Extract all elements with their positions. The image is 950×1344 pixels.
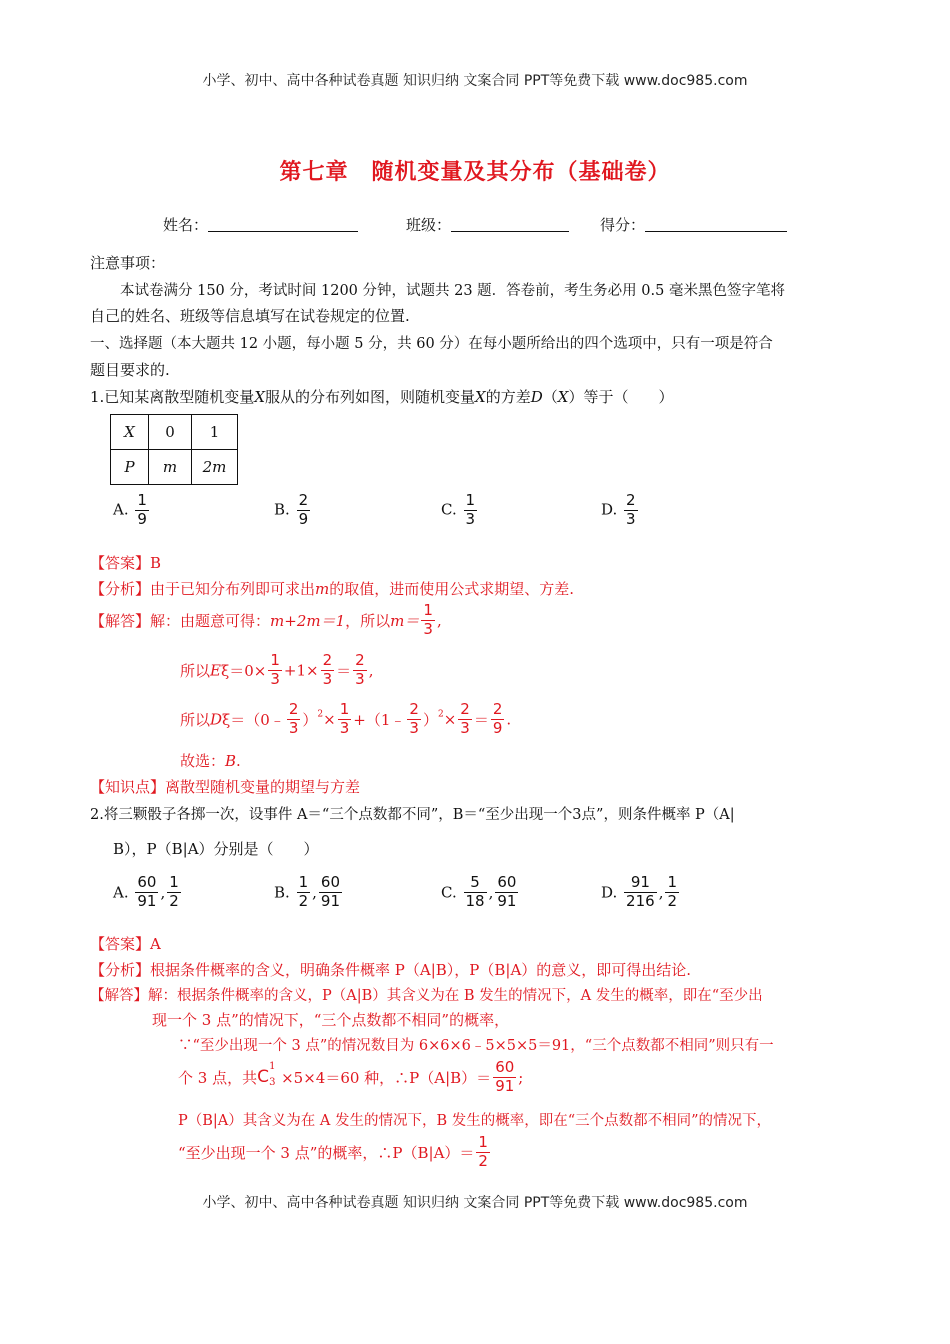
q2-solution-line4: 个 3 点，共 C 1 3 ×5×4＝60 种，∴P（A|B）＝ $\frac{60}{91}$ ; — [178, 1058, 524, 1095]
score-field[interactable] — [600, 214, 787, 235]
q1-solution-line3: 所以Dξ＝（0﹣ $\frac{2}{3}$ ）$^2$× $\frac{1}{3}$ +（1﹣ $\frac{2}{3}$ ）$^2$× $\frac{2}{3}$ ＝ $\frac{2}{9}$ . — [180, 700, 512, 737]
q1-option-b[interactable]: B. $\frac{2}{9}$ — [274, 491, 309, 528]
q2-solution-line6: “至少出现一个 3 点”的概率，∴P（B|A）＝ $\frac{1}{2}$ — [178, 1133, 488, 1170]
page-title: 第七章 随机变量及其分布（基础卷） — [279, 160, 671, 185]
q2-solution-line3: ∵“至少出现一个 3 点”的情况数目为 6×6×6﹣5×5×5＝91，“三个点数都不相同”则只有一 — [178, 1038, 774, 1054]
table-cell: 0 — [149, 415, 192, 450]
q2-stem-line1: 2.将三颗骰子各掷一次，设事件 A＝“三个点数都不同”，B＝“至少出现一个3点”，则条件概率 P（A| — [90, 807, 735, 823]
table-row — [111, 415, 238, 450]
q2-option-d[interactable]: D. $\frac{91}{216}$ , $\frac{1}{2}$ — [601, 873, 678, 910]
q1-solution-line1: 【解答】解：由题意可得：m+2m＝1，所以m＝ $\frac{1}{3}$ , — [90, 601, 442, 638]
q2-answer: 【答案】A — [90, 935, 161, 953]
q2-solution-line2: 现一个 3 点”的情况下，“三个点数都不相同”的概率， — [152, 1011, 510, 1029]
q1-stem: 1.已知某离散型随机变量X服从的分布列如图，则随机变量X的方差D（X）等于（ ） — [90, 388, 674, 406]
table-cell: m — [149, 450, 192, 485]
q2-analysis: 【分析】根据条件概率的含义，明确条件概率 P（A|B），P（B|A）的意义，即可得出结论. — [90, 961, 692, 979]
section1-line1: 一、选择题（本大题共 12 小题，每小题 5 分，共 60 分）在每小题所给出的四个选项中，只有一项是符合 — [90, 336, 773, 352]
notice-heading: 注意事项： — [90, 254, 166, 272]
name-blank[interactable] — [208, 217, 358, 232]
score-label: 得分： — [600, 216, 646, 234]
q1-solution-line2: 所以Eξ＝0× $\frac{1}{3}$ +1× $\frac{2}{3}$ ＝ $\frac{2}{3}$ , — [180, 651, 374, 688]
class-blank[interactable] — [451, 217, 569, 232]
notice-line2: 自己的姓名、班级等信息填写在试卷规定的位置. — [90, 307, 410, 325]
notice-line1: 本试卷满分 150 分，考试时间 1200 分钟，试题共 23 题．答卷前，考生务必用 0.5 毫米黑色签字笔将 — [120, 283, 785, 299]
q2-solution-line1: 【解答】解：根据条件概率的含义，P（A|B）其含义为在 B 发生的情况下，A 发生的概率，即在“至少出 — [90, 988, 763, 1004]
table-cell: X — [111, 415, 149, 450]
table-cell: P — [111, 450, 149, 485]
table-cell: 2m — [192, 450, 238, 485]
q1-option-c[interactable]: C. $\frac{1}{3}$ — [441, 491, 476, 528]
class-label: 班级： — [406, 216, 452, 234]
class-field[interactable] — [406, 214, 569, 235]
q2-stem-line2: B），P（B|A）分别是（ ） — [113, 840, 319, 858]
page-footer: 小学、初中、高中各种试卷真题 知识归纳 文案合同 PPT等免费下载 www.doc985.com — [202, 1195, 748, 1211]
q1-knowledge: 【知识点】离散型随机变量的期望与方差 — [90, 778, 361, 796]
q2-solution-line5: P（B|A）其含义为在 A 发生的情况下，B 发生的概率，即在“三个点数都不相同”的情况下， — [178, 1113, 772, 1129]
name-label: 姓名： — [163, 216, 209, 234]
q2-option-a[interactable]: A. $\frac{60}{91}$ , $\frac{1}{2}$ — [113, 873, 179, 910]
q1-analysis: 【分析】由于已知分布列即可求出m的取值，进而使用公式求期望、方差. — [90, 580, 575, 598]
table-cell: 1 — [192, 415, 238, 450]
combination-symbol: C 1 3 — [257, 1061, 276, 1089]
q1-option-a[interactable]: A. $\frac{1}{9}$ — [113, 491, 147, 528]
q2-option-b[interactable]: B. $\frac{1}{2}$ , $\frac{60}{91}$ — [274, 873, 340, 910]
q2-option-c[interactable]: C. $\frac{5}{18}$ , $\frac{60}{91}$ — [441, 873, 517, 910]
name-field[interactable] — [163, 214, 358, 235]
q1-answer: 【答案】B — [90, 554, 162, 572]
score-blank[interactable] — [645, 217, 787, 232]
section1-line2: 题目要求的. — [90, 361, 170, 379]
q1-option-d[interactable]: D. $\frac{2}{3}$ — [601, 491, 636, 528]
distribution-table — [110, 414, 238, 485]
table-row — [111, 450, 238, 485]
page-header: 小学、初中、高中各种试卷真题 知识归纳 文案合同 PPT等免费下载 www.doc985.com — [202, 73, 748, 89]
q1-choose: 故选：B. — [180, 752, 241, 770]
